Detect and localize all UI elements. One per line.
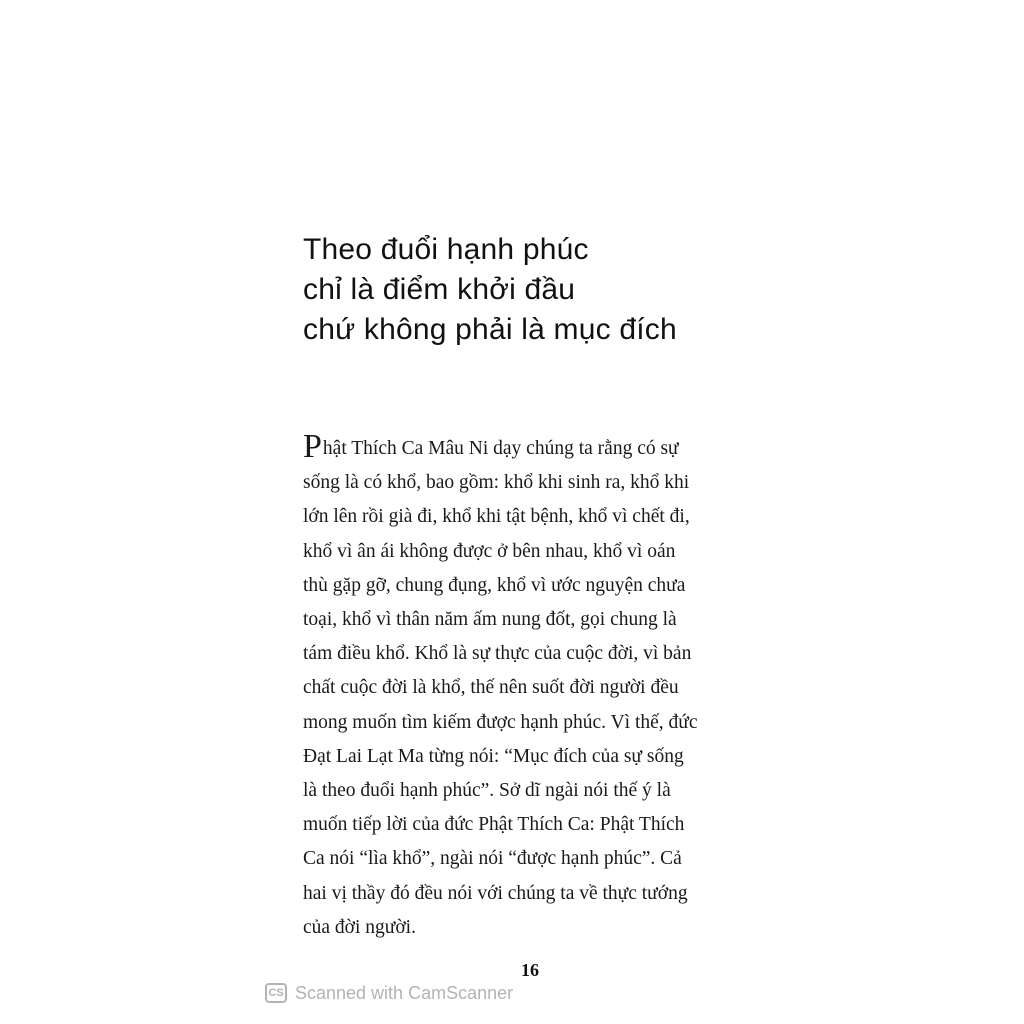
- paragraph-line: chất cuộc đời là khổ, thế nên suốt đời người đều: [303, 677, 679, 699]
- paragraph-line: khổ vì ân ái không được ở bên nhau, khổ vì oán: [303, 540, 676, 562]
- paragraph-line: tám điều khổ. Khổ là sự thực của cuộc đời, vì bản: [303, 643, 692, 665]
- watermark-text: Scanned with CamScanner: [295, 982, 514, 1003]
- drop-cap: P: [303, 428, 322, 465]
- paragraph-line: hai vị thầy đó đều nói với chúng ta về thực tướng: [303, 882, 688, 904]
- paragraph-line: muốn tiếp lời của đức Phật Thích Ca: Phật Thích: [303, 814, 685, 836]
- paragraph-line: lớn lên rồi già đi, khổ khi tật bệnh, khổ vì chết đi,: [303, 506, 690, 528]
- chapter-heading: [303, 230, 863, 350]
- paragraph-line-text: hật Thích Ca Mâu Ni dạy chúng ta rằng có sự: [322, 438, 679, 459]
- camscanner-logo-icon: CS: [265, 983, 287, 1003]
- paragraph-line: thù gặp gỡ, chung đụng, khổ vì ước nguyện chưa: [303, 574, 686, 596]
- heading-line: Theo đuổi hạnh phúc: [303, 233, 589, 266]
- paragraph-line: của đời người.: [303, 916, 416, 938]
- paragraph-line: mong muốn tìm kiếm được hạnh phúc. Vì thế, đức: [303, 711, 698, 733]
- paragraph-line: sống là có khổ, bao gồm: khổ khi sinh ra, khổ khi: [303, 472, 690, 494]
- paragraph-line: toại, khổ vì thân năm ấm nung đốt, gọi chung là: [303, 609, 677, 631]
- paragraph-line: Ca nói “lìa khổ”, ngài nói “được hạnh phúc”. Cả: [303, 848, 682, 870]
- heading-line: chỉ là điểm khởi đầu: [303, 273, 576, 306]
- paragraph-line: Đạt Lai Lạt Ma từng nói: “Mục đích của sự sống: [303, 745, 684, 767]
- paragraph-line: là theo đuổi hạnh phúc”. Sở dĩ ngài nói thế ý là: [303, 780, 671, 802]
- page-number: 16: [521, 960, 539, 980]
- body-paragraph: [303, 428, 763, 945]
- camscanner-watermark: [265, 981, 513, 1005]
- heading-line: chứ không phải là mục đích: [303, 313, 677, 346]
- paragraph-line: [303, 428, 763, 466]
